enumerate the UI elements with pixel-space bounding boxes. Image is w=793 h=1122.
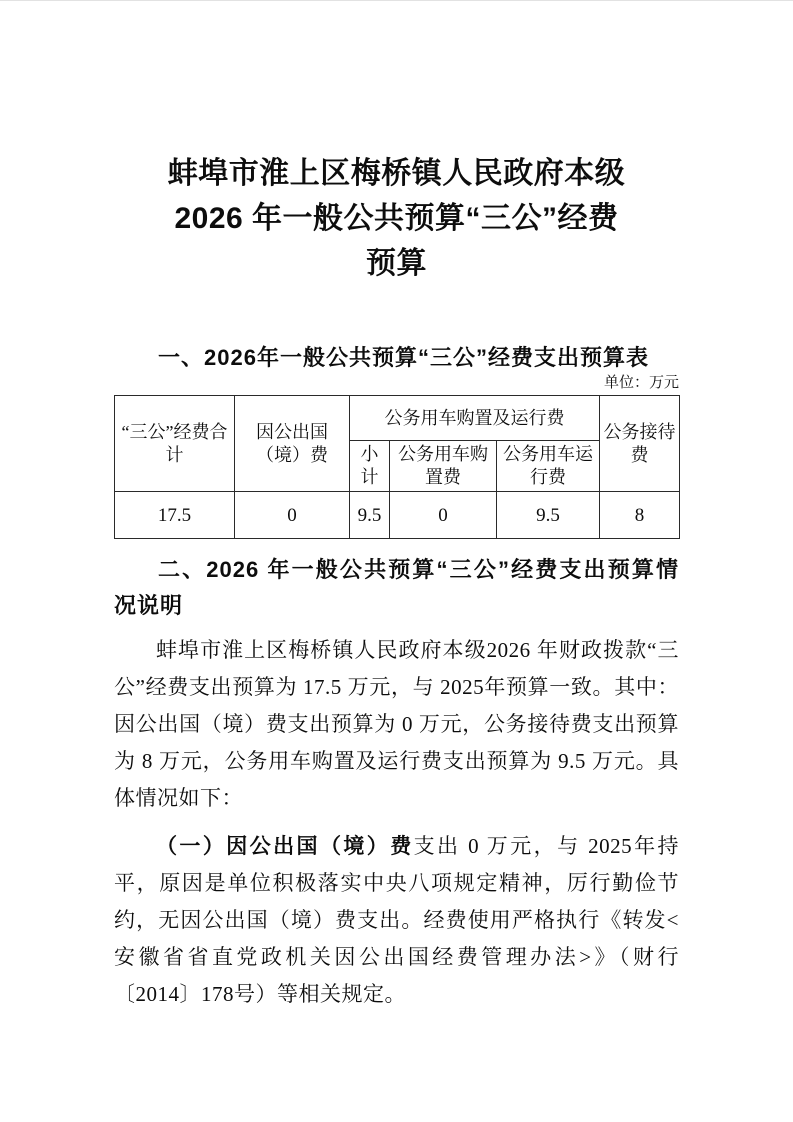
value-vehicle-purchase: 0 xyxy=(390,492,497,539)
abroad-expense-paragraph xyxy=(114,828,679,1013)
table-unit-label: 单位：万元 xyxy=(603,375,679,391)
header-cell-vehicle-group: 公务用车购置及运行费 xyxy=(350,396,600,441)
document-content xyxy=(114,151,679,1013)
header-cell-reception: 公务接待费 xyxy=(600,396,680,492)
document-title xyxy=(114,151,679,286)
summary-paragraph: 蚌埠市淮上区梅桥镇人民政府本级2026 年财政拨款“三公”经费支出预算为 17.5 万元，与 2025年预算一致。其中：因公出国（境）费支出预算为 0 万元，公务接待费支出预算为 8 万元，公务用车购置及运行费支出预算为 9.5 万元。具体情况如下： xyxy=(114,638,679,810)
header-cell-vehicle-purchase: 公务用车购置费 xyxy=(390,441,497,492)
title-line-1: 蚌埠市淮上区梅桥镇人民政府本级 xyxy=(167,157,626,190)
section-1-heading: 一、2026年一般公共预算“三公”经费支出预算表 xyxy=(158,345,649,370)
value-vehicle-operation: 9.5 xyxy=(497,492,600,539)
title-line-3: 预算 xyxy=(366,247,427,280)
header-cell-vehicle-subtotal: 小计 xyxy=(350,441,390,492)
value-abroad: 0 xyxy=(235,492,350,539)
header-cell-total: “三公”经费合计 xyxy=(115,396,235,492)
section-2-heading: 二、2026 年一般公共预算“三公”经费支出预算情况说明 xyxy=(114,557,679,618)
value-total: 17.5 xyxy=(115,492,235,539)
header-cell-vehicle-operation: 公务用车运行费 xyxy=(497,441,600,492)
value-vehicle-subtotal: 9.5 xyxy=(350,492,390,539)
header-cell-abroad: 因公出国（境）费 xyxy=(235,396,350,492)
title-line-2: 2026 年一般公共预算“三公”经费 xyxy=(174,202,619,235)
table-header-row-1 xyxy=(115,396,680,441)
value-reception: 8 xyxy=(600,492,680,539)
abroad-expense-paragraph-lead: （一）因公出国（境）费 xyxy=(156,834,414,858)
abroad-expense-paragraph-body: 支出 0 万元，与 2025年持平，原因是单位积极落实中央八项规定精神，厉行勤俭节约，无因公出国（境）费支出。经费使用严格执行《转发<安徽省省直党政机关因公出国经费管理办法>》（财行〔2014〕178号）等相关规定。 xyxy=(114,834,679,1006)
table-data-row xyxy=(115,492,680,539)
sangong-budget-table xyxy=(114,395,680,539)
